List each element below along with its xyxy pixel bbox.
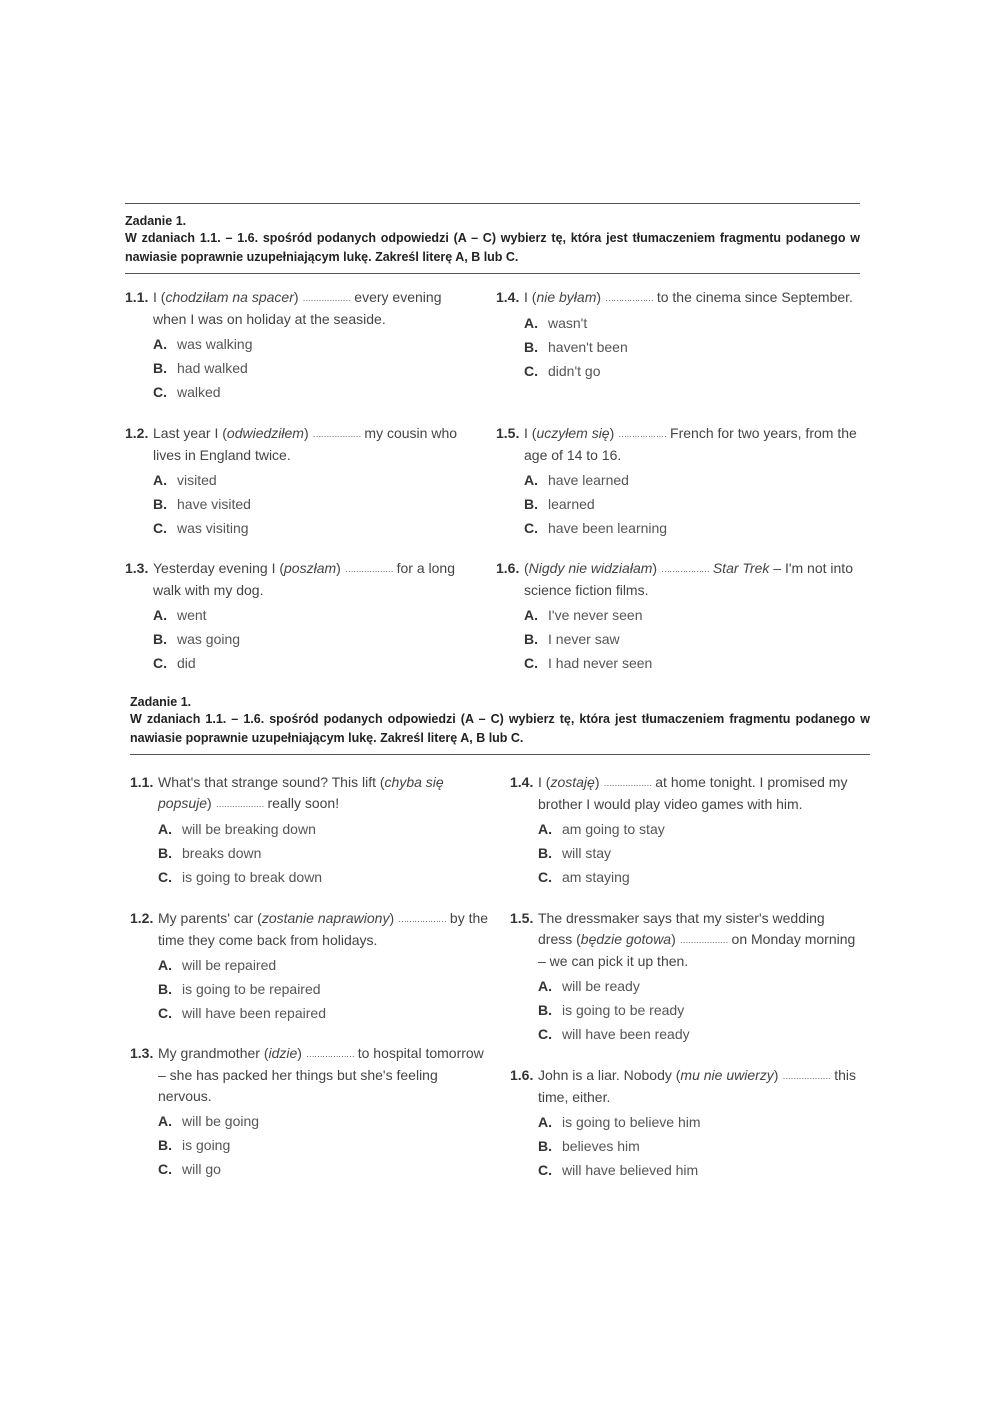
answer-option[interactable] bbox=[538, 1158, 860, 1182]
stem-text: this time, either. bbox=[538, 1067, 857, 1105]
stem-text: for a long walk with my dog. bbox=[153, 560, 455, 598]
option-letter: B. bbox=[538, 845, 552, 861]
option-text: will stay bbox=[562, 845, 612, 861]
option-letter: B. bbox=[538, 1002, 552, 1018]
question-1-4 bbox=[496, 287, 860, 383]
question-stem bbox=[524, 287, 860, 309]
stem-text: I ( bbox=[153, 289, 166, 305]
question-2-2 bbox=[130, 908, 490, 1025]
answer-options bbox=[538, 817, 860, 889]
answer-blank[interactable]: ……………… bbox=[215, 799, 264, 809]
answer-option[interactable] bbox=[538, 998, 860, 1022]
option-text: is going to be ready bbox=[562, 1002, 685, 1018]
option-text: is going to break down bbox=[182, 869, 323, 885]
option-text: did bbox=[177, 655, 196, 671]
answer-options bbox=[153, 468, 470, 540]
answer-options bbox=[538, 1110, 860, 1182]
polish-hint: mu nie uwierzy bbox=[680, 1067, 774, 1083]
polish-hint: chodziłam na spacer bbox=[165, 289, 294, 305]
option-letter: A. bbox=[153, 607, 167, 623]
option-letter: C. bbox=[524, 655, 538, 671]
answer-option[interactable] bbox=[153, 603, 470, 627]
answer-option[interactable] bbox=[153, 516, 470, 540]
answer-option[interactable] bbox=[158, 817, 490, 841]
question-2-5 bbox=[510, 908, 860, 1046]
question-number: 1.4. bbox=[496, 289, 520, 305]
option-text: was going bbox=[177, 631, 241, 647]
option-text: have visited bbox=[177, 496, 251, 512]
stem-text: John is a liar. Nobody ( bbox=[538, 1067, 681, 1083]
option-text: breaks down bbox=[182, 845, 262, 861]
answer-option[interactable] bbox=[153, 627, 470, 651]
exercise-title: Zadanie 1. bbox=[130, 695, 192, 709]
stem-text: ) bbox=[297, 1045, 306, 1061]
answer-options bbox=[538, 974, 860, 1046]
answer-option[interactable] bbox=[524, 359, 860, 383]
option-text: I never saw bbox=[548, 631, 620, 647]
question-stem bbox=[538, 1065, 860, 1108]
answer-option[interactable] bbox=[524, 603, 860, 627]
option-letter: B. bbox=[524, 496, 538, 512]
answer-option[interactable] bbox=[524, 651, 860, 675]
answer-options bbox=[524, 468, 860, 540]
option-letter: B. bbox=[524, 339, 538, 355]
answer-blank[interactable]: ……………… bbox=[618, 429, 667, 439]
option-letter: C. bbox=[158, 1161, 172, 1177]
answer-option[interactable] bbox=[524, 468, 860, 492]
polish-hint: zostaję bbox=[550, 774, 595, 790]
question-1-6 bbox=[496, 558, 860, 675]
exercise-section-2 bbox=[130, 694, 870, 755]
option-text: went bbox=[177, 607, 207, 623]
answer-option[interactable] bbox=[158, 865, 490, 889]
stem-text: my cousin who lives in England twice. bbox=[153, 425, 458, 463]
stem-text: ) bbox=[652, 560, 661, 576]
question-number: 1.3. bbox=[130, 1045, 154, 1061]
option-text: will have been ready bbox=[562, 1026, 690, 1042]
question-number: 1.4. bbox=[510, 774, 534, 790]
stem-text: ) bbox=[389, 910, 399, 926]
stem-text: to hospital tomorrow – she has packed her things but she's feeling nervous. bbox=[158, 1045, 484, 1104]
option-letter: C. bbox=[538, 869, 552, 885]
option-letter: C. bbox=[524, 520, 538, 536]
option-text: will be ready bbox=[562, 978, 640, 994]
answer-options bbox=[524, 603, 860, 675]
option-text: haven't been bbox=[548, 339, 628, 355]
polish-hint: uczyłem się bbox=[536, 425, 610, 441]
option-text: will be repaired bbox=[182, 957, 277, 973]
option-letter: C. bbox=[158, 1005, 172, 1021]
option-letter: C. bbox=[153, 655, 167, 671]
answer-blank[interactable]: ……………… bbox=[312, 429, 361, 439]
question-2-4 bbox=[510, 772, 860, 889]
question-number: 1.6. bbox=[496, 560, 520, 576]
stem-text: ( bbox=[524, 560, 529, 576]
question-number: 1.3. bbox=[125, 560, 149, 576]
question-1-2 bbox=[125, 423, 470, 540]
answer-blank[interactable]: ……………… bbox=[398, 914, 447, 924]
stem-text: My parents' car ( bbox=[158, 910, 262, 926]
stem-text: at home tonight. I promised my brother I would play video games with him. bbox=[538, 774, 848, 812]
option-text: learned bbox=[548, 496, 595, 512]
option-letter: B. bbox=[158, 845, 172, 861]
option-letter: C. bbox=[538, 1162, 552, 1178]
stem-text: Last year I ( bbox=[153, 425, 227, 441]
stem-text: every evening when I was on holiday at the seaside. bbox=[153, 289, 442, 327]
option-letter: A. bbox=[538, 978, 552, 994]
question-number: 1.2. bbox=[125, 425, 149, 441]
option-text: didn't go bbox=[548, 363, 601, 379]
question-1-1 bbox=[125, 287, 470, 404]
answer-options bbox=[524, 311, 860, 383]
stem-text: – I'm not into science fiction films. bbox=[524, 560, 853, 598]
option-text: wasn't bbox=[548, 315, 588, 331]
polish-hint: będzie gotowa bbox=[580, 931, 672, 947]
exercise-instruction: W zdaniach 1.1. – 1.6. spośród podanych odpowiedzi (A – C) wybierz tę, która jest tłumaczeniem fragmentu podanego w nawiasie poprawnie uzupełniającym lukę. Zakreśl literę A, B lub C. bbox=[125, 231, 860, 264]
answer-options bbox=[158, 953, 490, 1025]
polish-hint: zostanie naprawiony bbox=[261, 910, 390, 926]
stem-text: ) bbox=[293, 289, 303, 305]
question-stem bbox=[153, 423, 470, 466]
stem-text: ) bbox=[671, 931, 680, 947]
option-letter: A. bbox=[158, 1113, 172, 1129]
stem-text: to the cinema since September. bbox=[652, 289, 853, 305]
option-text: was walking bbox=[177, 336, 253, 352]
answer-option[interactable] bbox=[524, 335, 860, 359]
option-letter: C. bbox=[153, 520, 167, 536]
option-text: am going to stay bbox=[562, 821, 665, 837]
question-1-3 bbox=[125, 558, 470, 675]
answer-option[interactable] bbox=[538, 1134, 860, 1158]
question-2-3 bbox=[130, 1043, 490, 1181]
question-number: 1.5. bbox=[510, 910, 534, 926]
question-stem bbox=[524, 423, 860, 466]
polish-hint: nie byłam bbox=[536, 289, 597, 305]
answer-option[interactable] bbox=[538, 841, 860, 865]
stem-text: ) bbox=[336, 560, 345, 576]
option-text: I had never seen bbox=[548, 655, 653, 671]
question-number: 1.2. bbox=[130, 910, 154, 926]
title-italic: Star Trek bbox=[712, 560, 770, 576]
option-letter: C. bbox=[538, 1026, 552, 1042]
polish-hint: chyba się popsuje bbox=[158, 774, 444, 811]
answer-blank[interactable]: ……………… bbox=[604, 293, 653, 303]
question-number: 1.6. bbox=[510, 1067, 534, 1083]
answer-option[interactable] bbox=[524, 516, 860, 540]
answer-option[interactable] bbox=[158, 1109, 490, 1133]
answer-option[interactable] bbox=[153, 332, 470, 356]
option-letter: A. bbox=[524, 315, 538, 331]
option-letter: A. bbox=[524, 472, 538, 488]
option-text: believes him bbox=[562, 1138, 640, 1154]
polish-hint: odwiedziłem bbox=[226, 425, 304, 441]
option-letter: B. bbox=[524, 631, 538, 647]
polish-hint: poszłam bbox=[284, 560, 337, 576]
option-text: is going bbox=[182, 1137, 231, 1153]
option-text: will have been repaired bbox=[182, 1005, 326, 1021]
option-letter: A. bbox=[524, 607, 538, 623]
answer-blank[interactable]: ……………… bbox=[305, 1049, 354, 1059]
exercise-title: Zadanie 1. bbox=[125, 214, 187, 228]
answer-option[interactable] bbox=[153, 380, 470, 404]
stem-text: My grandmother ( bbox=[158, 1045, 269, 1061]
question-number: 1.1. bbox=[125, 289, 149, 305]
answer-options bbox=[153, 603, 470, 675]
stem-text: ) bbox=[596, 289, 605, 305]
answer-option[interactable] bbox=[153, 356, 470, 380]
exercise-instruction: W zdaniach 1.1. – 1.6. spośród podanych odpowiedzi (A – C) wybierz tę, która jest tłumaczeniem fragmentu podanego w nawiasie poprawnie uzupełniającym lukę. Zakreśl literę A, B lub C. bbox=[130, 712, 870, 745]
stem-text: I ( bbox=[538, 774, 551, 790]
polish-hint: idzie bbox=[268, 1045, 298, 1061]
option-text: am staying bbox=[562, 869, 630, 885]
stem-text: ) bbox=[609, 425, 619, 441]
stem-text: ) bbox=[303, 425, 313, 441]
answer-blank[interactable]: ……………… bbox=[603, 778, 652, 788]
question-number: 1.1. bbox=[130, 774, 154, 790]
option-letter: A. bbox=[153, 336, 167, 352]
answer-options bbox=[158, 817, 490, 889]
option-letter: B. bbox=[538, 1138, 552, 1154]
answer-option[interactable] bbox=[153, 492, 470, 516]
option-letter: B. bbox=[153, 496, 167, 512]
option-letter: A. bbox=[158, 957, 172, 973]
option-text: will go bbox=[182, 1161, 221, 1177]
option-text: will have believed him bbox=[562, 1162, 699, 1178]
option-letter: C. bbox=[153, 384, 167, 400]
option-text: was visiting bbox=[177, 520, 249, 536]
question-number: 1.5. bbox=[496, 425, 520, 441]
answer-options bbox=[153, 332, 470, 404]
option-letter: A. bbox=[538, 1114, 552, 1130]
answer-option[interactable] bbox=[158, 841, 490, 865]
stem-text: ) bbox=[773, 1067, 783, 1083]
option-text: will be breaking down bbox=[182, 821, 316, 837]
question-stem bbox=[538, 772, 860, 815]
answer-option[interactable] bbox=[158, 1157, 490, 1181]
question-stem bbox=[153, 287, 470, 330]
option-letter: B. bbox=[158, 981, 172, 997]
option-text: visited bbox=[177, 472, 217, 488]
stem-text: ) bbox=[207, 795, 216, 811]
answer-option[interactable] bbox=[158, 1133, 490, 1157]
option-text: have been learning bbox=[548, 520, 668, 536]
option-text: will be going bbox=[182, 1113, 260, 1129]
question-stem bbox=[158, 908, 490, 951]
option-text: walked bbox=[177, 384, 221, 400]
answer-option[interactable] bbox=[538, 1110, 860, 1134]
answer-blank[interactable]: ……………… bbox=[302, 293, 351, 303]
answer-option[interactable] bbox=[153, 468, 470, 492]
option-letter: B. bbox=[153, 631, 167, 647]
answer-option[interactable] bbox=[524, 627, 860, 651]
stem-text: by the time they come back from holidays. bbox=[158, 910, 489, 948]
answer-option[interactable] bbox=[538, 974, 860, 998]
answer-blank[interactable]: ……………… bbox=[782, 1071, 831, 1081]
answer-option[interactable] bbox=[158, 1001, 490, 1025]
option-text: had walked bbox=[177, 360, 248, 376]
answer-option[interactable] bbox=[538, 1022, 860, 1046]
bottom-divider bbox=[130, 754, 870, 755]
stem-text: Yesterday evening I ( bbox=[153, 560, 285, 576]
question-2-6 bbox=[510, 1065, 860, 1182]
option-text: is going to be repaired bbox=[182, 981, 321, 997]
option-letter: B. bbox=[158, 1137, 172, 1153]
answer-option[interactable] bbox=[538, 817, 860, 841]
question-stem bbox=[158, 1043, 490, 1107]
option-letter: A. bbox=[153, 472, 167, 488]
question-stem bbox=[524, 558, 860, 601]
exercise-section-1 bbox=[125, 203, 860, 274]
option-text: I've never seen bbox=[548, 607, 643, 623]
option-letter: A. bbox=[158, 821, 172, 837]
answer-option[interactable] bbox=[538, 865, 860, 889]
answer-option[interactable] bbox=[524, 492, 860, 516]
question-stem bbox=[538, 908, 860, 972]
question-1-5 bbox=[496, 423, 860, 540]
stem-text: French for two years, from the age of 14 to 16. bbox=[524, 425, 857, 463]
answer-blank[interactable]: ……………… bbox=[344, 564, 393, 574]
option-letter: C. bbox=[524, 363, 538, 379]
answer-blank[interactable]: ……………… bbox=[660, 564, 709, 574]
answer-option[interactable] bbox=[158, 977, 490, 1001]
question-stem bbox=[153, 558, 470, 601]
question-2-1 bbox=[130, 772, 490, 889]
stem-text: What's that strange sound? This lift ( bbox=[158, 774, 385, 790]
answer-options bbox=[158, 1109, 490, 1181]
option-text: have learned bbox=[548, 472, 629, 488]
stem-text: I ( bbox=[524, 425, 537, 441]
question-stem bbox=[158, 772, 490, 815]
answer-option[interactable] bbox=[158, 953, 490, 977]
option-letter: C. bbox=[158, 869, 172, 885]
option-letter: B. bbox=[153, 360, 167, 376]
option-text: is going to believe him bbox=[562, 1114, 701, 1130]
stem-text: The dressmaker says that my sister's wedding dress ( bbox=[538, 910, 825, 947]
stem-text: on Monday morning – we can pick it up then. bbox=[538, 931, 856, 969]
answer-blank[interactable]: ……………… bbox=[679, 935, 728, 945]
polish-hint: Nigdy nie widziałam bbox=[528, 560, 653, 576]
stem-text: ) bbox=[594, 774, 604, 790]
answer-option[interactable] bbox=[524, 311, 860, 335]
bottom-divider bbox=[125, 273, 860, 274]
stem-text: really soon! bbox=[263, 795, 340, 811]
stem-text: I ( bbox=[524, 289, 537, 305]
answer-option[interactable] bbox=[153, 651, 470, 675]
option-letter: A. bbox=[538, 821, 552, 837]
